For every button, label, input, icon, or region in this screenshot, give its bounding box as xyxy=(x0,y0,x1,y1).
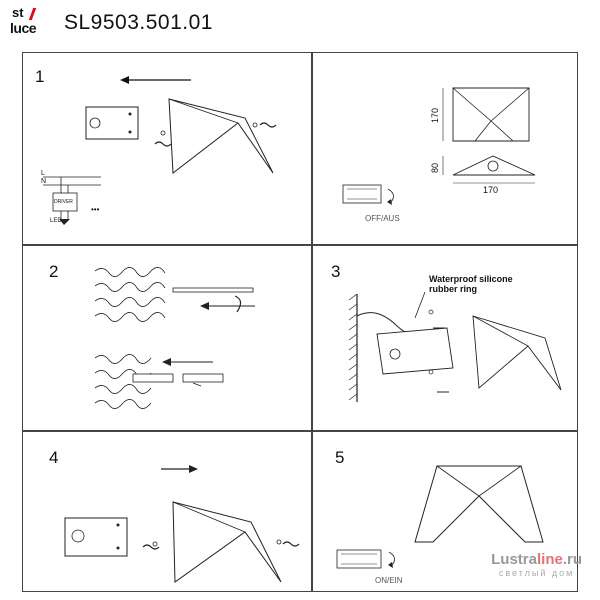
watermark-tagline: светлый дом xyxy=(498,568,575,578)
dim-width: 170 xyxy=(483,185,499,195)
driver-label: DRIVER xyxy=(54,199,73,205)
off-label: OFF/AUS xyxy=(365,214,400,223)
model-number: SL9503.501.01 xyxy=(64,11,213,34)
led-label: LED xyxy=(50,218,62,224)
step-number: 1 xyxy=(35,67,45,86)
logo-line-1: st xyxy=(12,5,24,20)
wire-l-label: L xyxy=(41,170,45,177)
watermark-brand xyxy=(491,551,582,568)
watermark xyxy=(491,551,582,578)
instruction-grid xyxy=(22,52,578,592)
header xyxy=(0,0,600,45)
brand-logo xyxy=(10,6,50,40)
logo-line-2: luce xyxy=(10,20,37,36)
watermark-brand-a: Lustra xyxy=(491,551,537,568)
step-number: 3 xyxy=(331,262,341,281)
step-number: 2 xyxy=(49,262,59,281)
step-2-illustration xyxy=(23,246,313,432)
panel-step-2 xyxy=(22,245,312,431)
logo-accent xyxy=(29,8,36,20)
dim-height-side: 80 xyxy=(430,162,440,173)
watermark-brand-c: .ru xyxy=(562,551,582,568)
dots-label: ••• xyxy=(91,205,100,214)
dim-height-top: 170 xyxy=(430,107,440,123)
panel-step-1 xyxy=(22,52,312,245)
step-1-illustration xyxy=(23,53,313,246)
panel-dimensions xyxy=(312,52,578,245)
silicone-label-1: Waterproof silicone xyxy=(429,274,513,284)
panel-step-3 xyxy=(312,245,578,431)
step-number: 4 xyxy=(49,448,59,467)
panel-step-4 xyxy=(22,431,312,592)
silicone-label-2: rubber ring xyxy=(429,284,478,294)
on-label: ON/EIN xyxy=(375,576,403,585)
watermark-brand-b: line xyxy=(536,551,563,568)
wire-n-label: N xyxy=(41,178,47,185)
step-4-illustration xyxy=(23,432,313,593)
step-number: 5 xyxy=(335,448,345,467)
dimensions-illustration xyxy=(313,53,579,246)
